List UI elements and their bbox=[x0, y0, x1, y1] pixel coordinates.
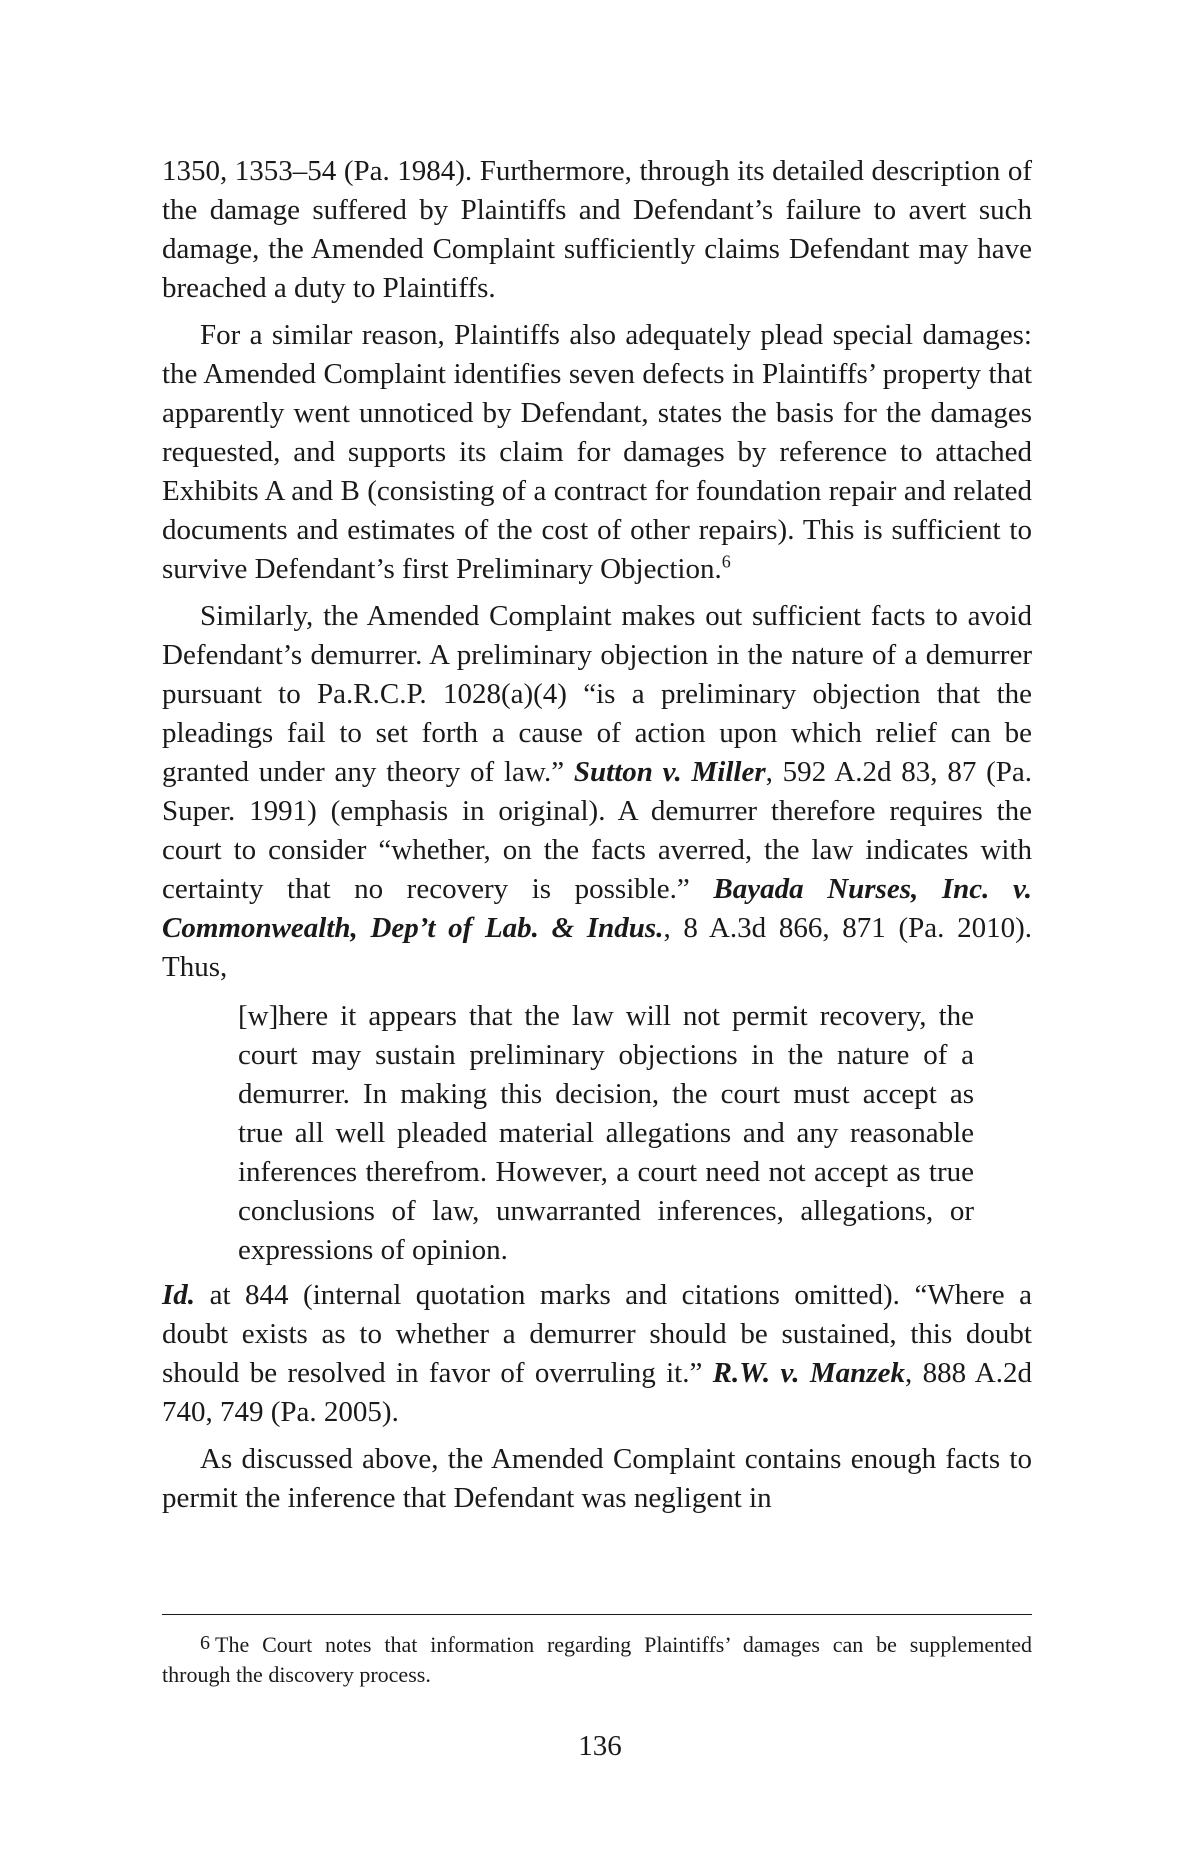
footnote-number: 6 bbox=[200, 1632, 210, 1654]
paragraph-2 bbox=[162, 316, 1032, 589]
case-citation-sutton: Sutton v. Miller bbox=[573, 756, 766, 788]
paragraph-4-text-2: , 888 A.2d 740, 749 (Pa. 2005). bbox=[162, 1357, 1033, 1428]
page-body bbox=[162, 152, 1032, 1526]
paragraph-3-text-3: , 8 A.3d 866, 871 (Pa. 2010). Thus, bbox=[162, 912, 1032, 983]
paragraph-4-text-1: at 844 (internal quotation marks and citations omitted). “Where a doubt exists as to whether a demurrer should be sustained, this doubt should be resolved in favor of overruling it.” bbox=[162, 1279, 1032, 1389]
case-citation-bayada: Bayada Nurses, Inc. v. Commonwealth, Dep’t of Lab. & Indus. bbox=[162, 873, 1032, 944]
footnote-divider bbox=[162, 1614, 1032, 1615]
paragraph-3-text-2: , 592 A.2d 83, 87 (Pa. Super. 1991) (emphasis in original). A demurrer therefore requires the court to consider “whether, on the facts averred, the law indicates with certainty that no recovery is possible.” bbox=[162, 756, 1032, 905]
paragraph-4 bbox=[162, 1276, 1032, 1432]
paragraph-1: 1350, 1353–54 (Pa. 1984). Furthermore, through its detailed description of the damage suffered by Plaintiffs and Defendant’s failure to avert such damage, the Amended Complaint sufficiently claims Defendant may have breached a duty to Plaintiffs. bbox=[162, 155, 1032, 304]
block-quote: [w]here it appears that the law will not permit recovery, the court may sustain preliminary objections in the nature of a demurrer. In making this decision, the court must accept as true all well pleaded material allegations and any reasonable inferences therefrom. However, a court need not accept as true conclusions of law, unwarranted inferences, allegations, or expressions of opinion. bbox=[238, 1000, 974, 1266]
paragraph-5: As discussed above, the Amended Complaint contains enough facts to permit the inference that Defendant was negligent in bbox=[162, 1443, 1032, 1514]
footnote bbox=[162, 1630, 1032, 1690]
id-citation: Id. bbox=[162, 1279, 196, 1311]
page-number: 136 bbox=[578, 1730, 622, 1762]
paragraph-3-text-1: Similarly, the Amended Complaint makes out sufficient facts to avoid Defendant’s demurrer. A preliminary objection in the nature of a demurrer pursuant to Pa.R.C.P. 1028(a)(4) “is a preliminary objection that the pleadings fail to set forth a cause of action upon which relief can be granted under any theory of law.” bbox=[162, 600, 1032, 788]
paragraph-3 bbox=[162, 597, 1032, 987]
footnote-reference[interactable]: 6 bbox=[721, 551, 731, 572]
footnote-text: The Court notes that information regarding Plaintiffs’ damages can be supplemented through the discovery process. bbox=[162, 1632, 1032, 1687]
case-citation-manzek: R.W. v. Manzek bbox=[712, 1357, 905, 1389]
paragraph-2-text: For a similar reason, Plaintiffs also adequately plead special damages: the Amended Complaint identifies seven defects in Plaintiffs’ property that apparently went unnoticed by Defendant, states the basis for the damages requested, and supports its claim for damages by reference to attached Exhibits A and B (consisting of a contract for foundation repair and related documents and estimates of the cost of other repairs). This is sufficient to survive Defendant’s first Preliminary Objection. bbox=[162, 319, 1032, 585]
